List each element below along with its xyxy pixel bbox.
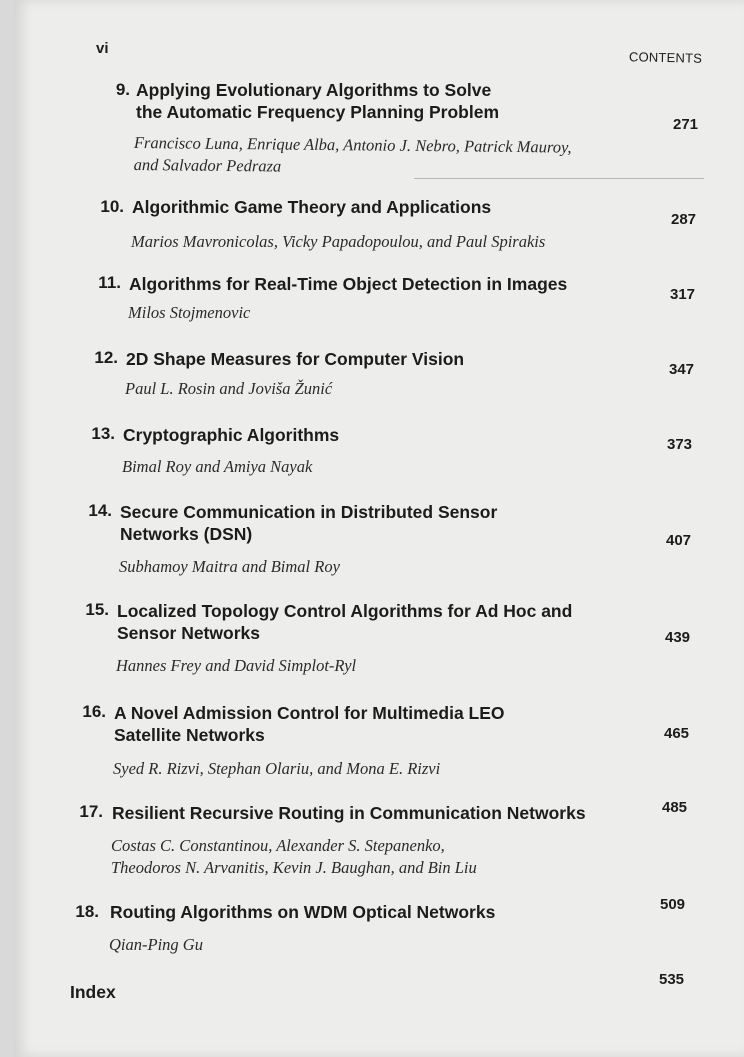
chapter-number: 13. — [91, 424, 115, 443]
chapter-page: 485 — [662, 799, 688, 816]
chapter-page: 465 — [664, 725, 690, 742]
chapter-number: 17. — [79, 802, 103, 821]
show-through-rule — [414, 178, 704, 179]
chapter-number: 12. — [94, 348, 118, 367]
chapter-authors: Bimal Roy and Amiya Nayak — [122, 457, 313, 476]
page-label: vi — [96, 40, 109, 57]
book-page — [14, 0, 744, 1057]
chapter-page: 271 — [673, 116, 699, 133]
chapter-title: 2D Shape Measures for Computer Vision — [126, 349, 465, 369]
chapter-title: Resilient Recursive Routing in Communication Networks — [112, 803, 586, 823]
chapter-authors: Qian-Ping Gu — [109, 935, 203, 954]
index-page: 535 — [659, 971, 685, 988]
chapter-number: 9. — [115, 80, 130, 99]
chapter-number: 16. — [82, 702, 106, 721]
chapter-page: 439 — [665, 629, 691, 646]
chapter-page: 407 — [666, 532, 692, 549]
chapter-page: 347 — [669, 361, 695, 378]
chapter-title: A Novel Admission Control for Multimedia LEO Satellite Networks — [114, 703, 505, 745]
index-label: Index — [70, 982, 116, 1002]
chapter-page: 373 — [667, 436, 693, 453]
chapter-authors: Milos Stojmenovic — [128, 303, 251, 322]
chapter-authors: Hannes Frey and David Simplot-Ryl — [116, 656, 357, 675]
chapter-title: Secure Communication in Distributed Sensor Networks (DSN) — [120, 502, 498, 544]
chapter-number: 15. — [85, 600, 109, 619]
chapter-title: Applying Evolutionary Algorithms to Solve the Automatic Frequency Planning Problem — [136, 80, 500, 122]
chapter-number: 10. — [100, 197, 124, 216]
chapter-number: 14. — [88, 501, 112, 520]
chapter-authors: Francisco Luna, Enrique Alba, Antonio J. Nebro, Patrick Mauroy, and Salvador Pedraza — [133, 132, 572, 176]
running-header: CONTENTS — [628, 49, 703, 66]
chapter-number: 11. — [98, 273, 121, 292]
chapter-title: Cryptographic Algorithms — [123, 425, 340, 445]
chapter-authors: Subhamoy Maitra and Bimal Roy — [119, 557, 340, 576]
chapter-title: Routing Algorithms on WDM Optical Networks — [110, 902, 496, 922]
chapter-title: Algorithms for Real-Time Object Detection in Images — [129, 274, 568, 294]
chapter-page: 509 — [660, 896, 686, 913]
chapter-authors: Paul L. Rosin and Joviša Žunić — [125, 379, 333, 398]
chapter-title: Algorithmic Game Theory and Applications — [132, 197, 492, 217]
chapter-authors: Marios Mavronicolas, Vicky Papadopoulou, and Paul Spirakis — [131, 232, 546, 251]
chapter-title: Localized Topology Control Algorithms for Ad Hoc and Sensor Networks — [117, 601, 573, 643]
chapter-authors: Costas C. Constantinou, Alexander S. Stepanenko, Theodoros N. Arvanitis, Kevin J. Baughan, and Bin Liu — [111, 836, 477, 877]
chapter-authors: Syed R. Rizvi, Stephan Olariu, and Mona E. Rizvi — [113, 759, 441, 778]
chapter-page: 317 — [670, 286, 696, 303]
chapter-number: 18. — [75, 902, 99, 921]
chapter-page: 287 — [671, 211, 697, 228]
